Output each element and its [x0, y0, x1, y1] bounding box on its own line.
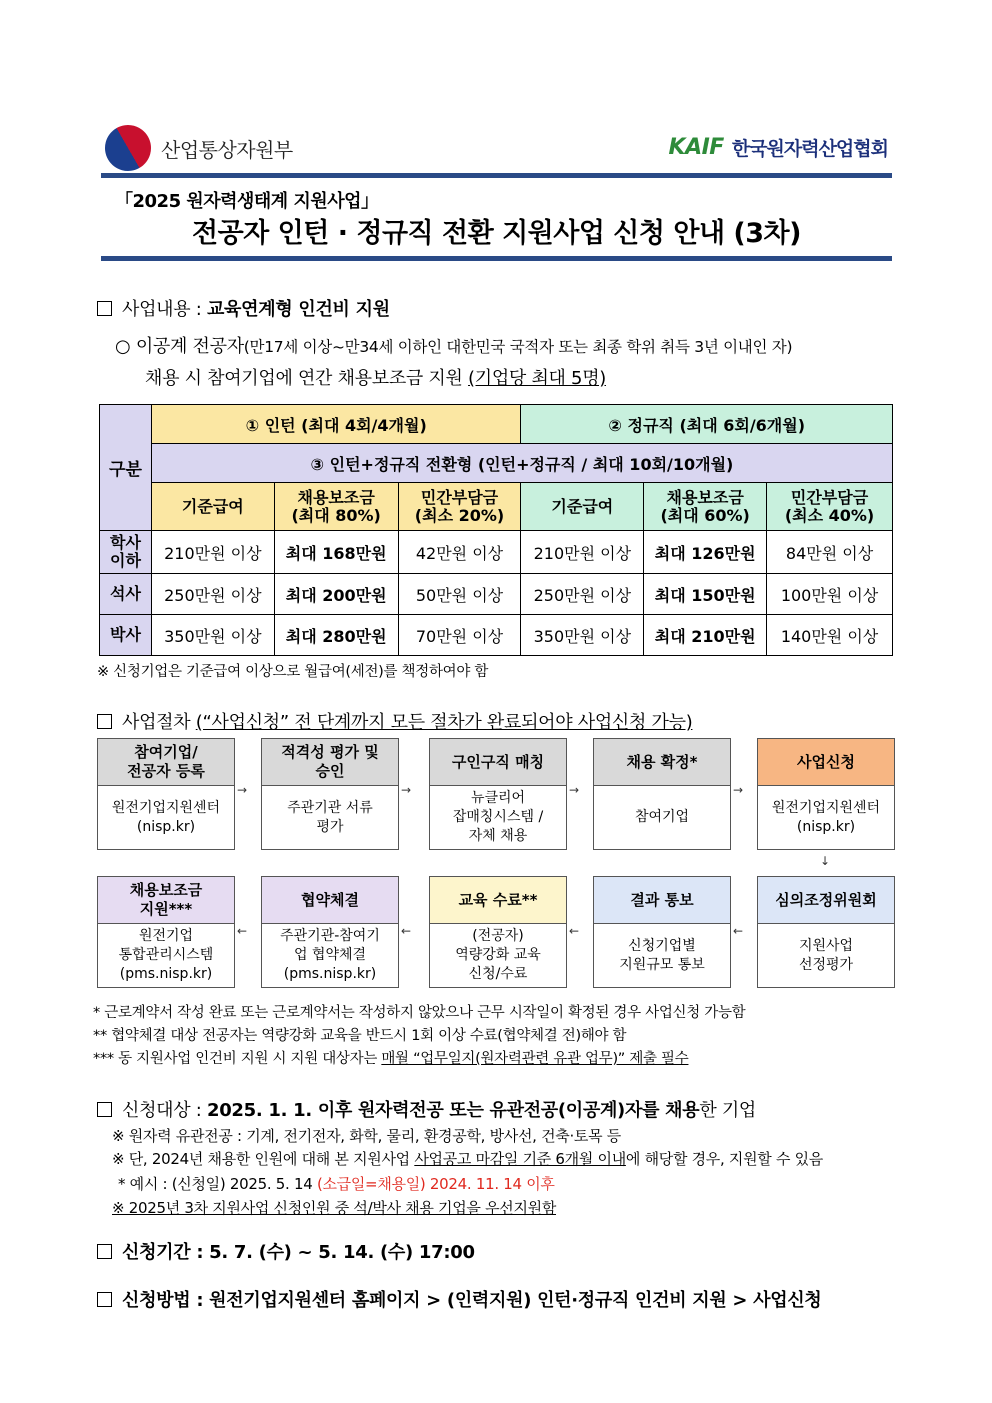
- arrow-right-icon: →: [237, 783, 248, 797]
- section-target: 신청대상 : 2025. 1. 1. 이후 원자력전공 또는 유관전공(이공계)자를 채용한 기업: [97, 1096, 756, 1122]
- header-rule-bottom: [101, 256, 892, 261]
- procedure-note-1: * 근로계약서 작성 완료 또는 근로계약서는 작성하지 않았으나 근무 시작일이 확정된 경우 사업신청 가능함: [93, 1005, 746, 1021]
- arrow-left-icon: ←: [569, 924, 580, 938]
- business-content-value: 교육연계형 인건비 지원: [206, 299, 390, 320]
- procedure-note-2: ** 협약체결 대상 전공자는 역량강화 교육을 반드시 1회 이상 수료(협약체결 전)해야 함: [93, 1028, 627, 1044]
- table-row: [100, 574, 893, 615]
- checkbox-icon: [97, 301, 112, 316]
- section-method: 신청방법 : 원전기업지원센터 홈페이지 > (인력지원) 인턴·정규직 인건비 지원 > 사업신청: [97, 1286, 822, 1312]
- procedure-step: [97, 738, 235, 850]
- procedure-step-body: 주관기관 서류 평가: [287, 799, 373, 835]
- table-cell: 최대 126만원: [644, 531, 767, 574]
- checkbox-icon: [97, 714, 112, 729]
- table-header-regular: ② 정규직 (최대 6회/6개월): [521, 405, 893, 444]
- procedure-step: [757, 876, 895, 988]
- table-footnote: ※ 신청기업은 기준급여 이상으로 월급여(세전)를 책정하여야 함: [97, 664, 489, 680]
- target-note-1: ※ 원자력 유관전공 : 기계, 전기전자, 화학, 물리, 환경공학, 방사선, 건축·토목 등: [112, 1127, 621, 1145]
- section-business-content: 사업내용 : 교육연계형 인건비 지원: [97, 295, 390, 321]
- kaif-logo-text: KAIF: [668, 135, 724, 160]
- kaif-name: 한국원자력산업협회: [731, 138, 888, 160]
- procedure-step-body: 원전기업지원센터 (nisp.kr): [111, 799, 221, 835]
- target-value: 2025. 1. 1. 이후 원자력전공 또는 유관전공(이공계)자를 채용: [206, 1100, 700, 1121]
- procedure-step-title: 채용보조금 지원***: [98, 877, 234, 924]
- procedure-step-title: 결과 통보: [594, 877, 730, 924]
- procedure-step-title: 적격성 평가 및 승인: [262, 739, 398, 786]
- checkbox-icon: [97, 1244, 112, 1259]
- ministry-logo: [105, 123, 293, 173]
- table-col-header: 채용보조금 (최대 80%): [274, 483, 398, 531]
- table-cell: 최대 150만원: [644, 574, 767, 615]
- table-header-gubun: 구분: [100, 405, 152, 531]
- procedure-step: [429, 738, 567, 850]
- checkbox-icon: [97, 1102, 112, 1117]
- table-col-header: 기준급여: [521, 483, 644, 531]
- arrow-right-icon: →: [401, 783, 412, 797]
- table-cell: 250만원 이상: [521, 574, 644, 615]
- header-rule-top: [101, 173, 892, 178]
- procedure-step-title: 협약체결: [262, 877, 398, 924]
- procedure-step-title: 참여기업/ 전공자 등록: [98, 739, 234, 786]
- subsidy-line: 채용 시 참여기업에 연간 채용보조금 지원 (기업당 최대 5명): [145, 368, 606, 389]
- procedure-step-body: 신청기업별 지원규모 통보: [619, 937, 705, 973]
- arrow-down-icon: ↓: [820, 854, 831, 868]
- procedure-step-body: 주관기관-참여기 업 협약체결 (pms.nisp.kr): [280, 928, 380, 982]
- table-cell: 140만원 이상: [767, 615, 893, 656]
- doc-subtitle: 「2025 원자력생태계 지원사업」: [115, 191, 379, 212]
- section-procedure: 사업절차 (“사업신청” 전 단계까지 모든 절차가 완료되어야 사업신청 가능): [97, 708, 692, 734]
- section-period: 신청기간 : 5. 7. (수) ~ 5. 14. (수) 17:00: [97, 1238, 475, 1264]
- procedure-step-body: 원전기업지원센터 (nisp.kr): [771, 799, 881, 835]
- table-row-label: 석사: [100, 574, 152, 615]
- table-cell: 최대 200만원: [274, 574, 398, 615]
- table-cell: 42만원 이상: [398, 531, 521, 574]
- table-col-header: 채용보조금 (최대 60%): [644, 483, 767, 531]
- target-priority-note: ※ 2025년 3차 지원사업 신청인원 중 석/박사 채용 기업을 우선지원함: [112, 1199, 557, 1217]
- procedure-step: [757, 738, 895, 850]
- table-row: [100, 615, 893, 656]
- taegeuk-emblem-icon: [97, 117, 160, 180]
- table-row: [100, 531, 893, 574]
- table-cell: 350만원 이상: [151, 615, 274, 656]
- table-col-header: 민간부담금 (최소 40%): [767, 483, 893, 531]
- procedure-step: [429, 876, 567, 988]
- table-cell: 최대 168만원: [274, 531, 398, 574]
- ministry-name: 산업통상자원부: [161, 137, 293, 162]
- table-header-intern: ① 인턴 (최대 4회/4개월): [151, 405, 521, 444]
- procedure-step: [593, 876, 731, 988]
- circle-bullet-icon: ○: [115, 336, 131, 357]
- table-cell: 최대 210만원: [644, 615, 767, 656]
- procedure-step: [261, 876, 399, 988]
- procedure-step: [261, 738, 399, 850]
- arrow-left-icon: ←: [733, 924, 744, 938]
- subsidy-table: [99, 404, 893, 656]
- table-cell: 350만원 이상: [521, 615, 644, 656]
- table-col-header: 기준급여: [151, 483, 274, 531]
- procedure-step-title: 구인구직 매칭: [430, 739, 566, 786]
- arrow-left-icon: ←: [237, 924, 248, 938]
- table-header-combined: ③ 인턴+정규직 전환형 (인턴+정규직 / 최대 10회/10개월): [151, 444, 892, 483]
- procedure-step-title: 사업신청: [758, 739, 894, 786]
- procedure-step-body: 참여기업: [634, 809, 690, 825]
- procedure-step-title: 채용 확정*: [594, 739, 730, 786]
- table-cell: 210만원 이상: [521, 531, 644, 574]
- table-row-label: 박사: [100, 615, 152, 656]
- procedure-step: [593, 738, 731, 850]
- table-cell: 100만원 이상: [767, 574, 893, 615]
- checkbox-icon: [97, 1292, 112, 1307]
- procedure-step-body: 뉴클리어 잡매칭시스템 / 자체 채용: [452, 790, 544, 844]
- target-note-2: ※ 단, 2024년 채용한 인원에 대해 본 지원사업 사업공고 마감일 기준 6개월 이내에 해당할 경우, 지원할 수 있음: [112, 1150, 823, 1168]
- doc-title: 전공자 인턴 · 정규직 전환 지원사업 신청 안내 (3차): [192, 218, 801, 249]
- procedure-note-3: *** 동 지원사업 인건비 지원 시 지원 대상자는 매월 “업무일지(원자력관련 유관 업무)” 제출 필수: [93, 1051, 689, 1067]
- procedure-step-title: 교육 수료**: [430, 877, 566, 924]
- table-cell: 50만원 이상: [398, 574, 521, 615]
- procedure-note: (“사업신청” 전 단계까지 모든 절차가 완료되어야 사업신청 가능): [195, 712, 693, 733]
- table-cell: 최대 280만원: [274, 615, 398, 656]
- table-col-header: 민간부담금 (최소 20%): [398, 483, 521, 531]
- procedure-step-body: 원전기업 통합관리시스템 (pms.nisp.kr): [118, 928, 214, 982]
- table-cell: 84만원 이상: [767, 531, 893, 574]
- table-cell: 250만원 이상: [151, 574, 274, 615]
- arrow-right-icon: →: [569, 783, 580, 797]
- kaif-logo: [669, 134, 888, 161]
- arrow-right-icon: →: [733, 783, 744, 797]
- arrow-left-icon: ←: [401, 924, 412, 938]
- procedure-step-body: 지원사업 선정평가: [798, 937, 854, 973]
- table-cell: 70만원 이상: [398, 615, 521, 656]
- table-row-label: 학사 이하: [100, 531, 152, 574]
- procedure-step-body: (전공자) 역량강화 교육 신청/수료: [455, 928, 541, 982]
- eligibility-line: ○ 이공계 전공자(만17세 이상~만34세 이하인 대한민국 국적자 또는 최종 학위 취득 3년 이내인 자): [115, 336, 793, 357]
- procedure-step: [97, 876, 235, 988]
- procedure-step-title: 심의조정위원회: [758, 877, 894, 924]
- target-example: * 예시 : (신청일) 2025. 5. 14 (소급일=채용일) 2024. 11. 14 이후: [118, 1175, 555, 1193]
- table-cell: 210만원 이상: [151, 531, 274, 574]
